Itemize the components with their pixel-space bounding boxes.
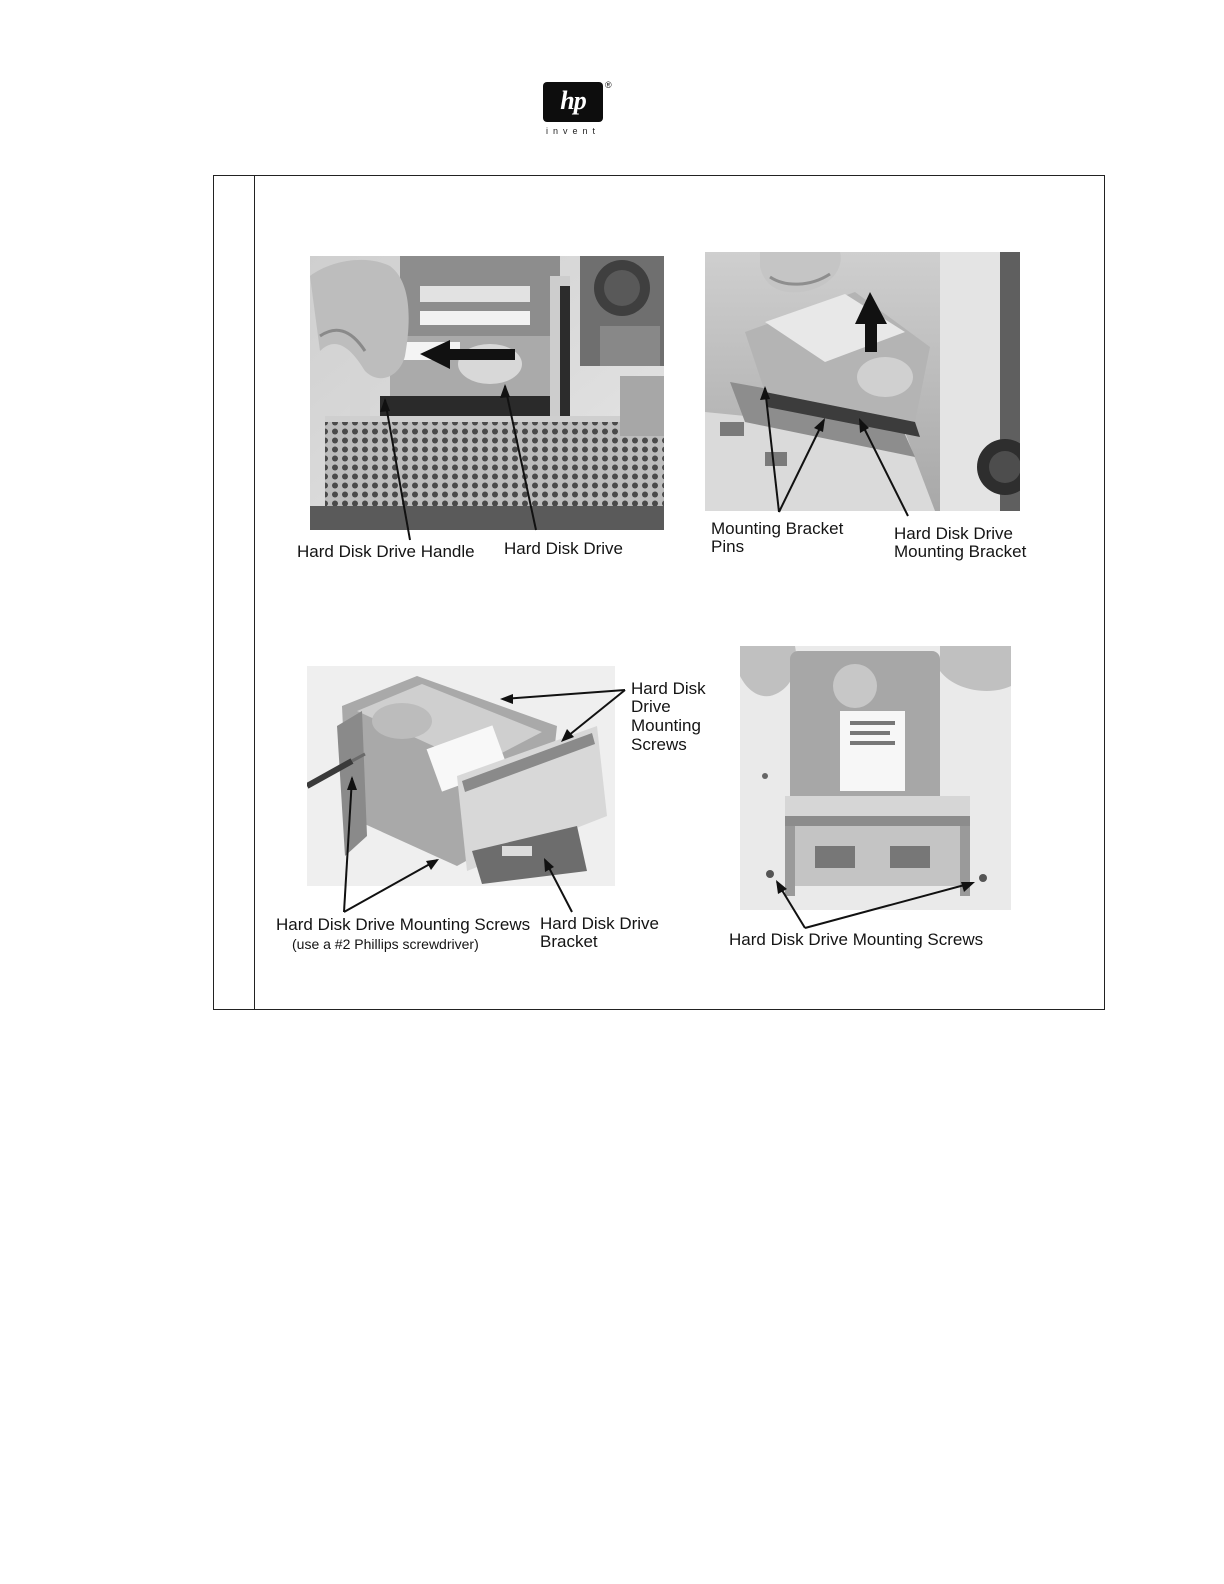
registered-mark: ® [605,80,612,90]
drive-in-bracket-illustration [740,646,1011,910]
drive-in-chassis-illustration [310,256,664,530]
label-hard-disk-drive-mounting-screws: Hard Disk Drive Mounting Screws [729,930,984,949]
label-drive-mounting-bracket-2: Mounting Bracket [894,542,1027,561]
label-mounting-bracket-pins-1: Mounting Bracket [711,519,844,538]
label-drive-bracket-2: Bracket [540,932,598,951]
label-drive-bracket-1: Hard Disk Drive [540,914,660,933]
label-top-screws-1: Hard Disk [631,679,706,698]
label-top-screws-2: Drive [631,697,671,716]
figure-mounting-bracket-photo [705,252,1020,511]
label-mounting-bracket-pins-2: Pins [711,537,745,556]
figure-drive-bracket-photo [740,646,1011,910]
label-hard-disk-drive: Hard Disk Drive [504,539,624,558]
figure-screwdriver-photo [307,666,615,886]
figure-drive-handle-photo [310,256,664,530]
label-hard-disk-drive-handle: Hard Disk Drive Handle [297,542,475,561]
label-phillips-screwdriver-note: (use a #2 Phillips screwdriver) [292,936,479,952]
hp-logo-mark: hp [543,82,603,122]
hp-logo [541,80,613,140]
label-drive-mounting-bracket-1: Hard Disk Drive [894,524,1014,543]
label-top-screws-3: Mounting [631,716,701,735]
logo-tagline: invent [545,126,601,136]
step-column-divider [254,176,255,1009]
label-top-screws-4: Screws [631,735,687,754]
label-mounting-screws-screwdriver: Hard Disk Drive Mounting Screws [276,915,531,934]
screw-removal-illustration [307,666,615,886]
drive-lifting-illustration [705,252,1020,511]
